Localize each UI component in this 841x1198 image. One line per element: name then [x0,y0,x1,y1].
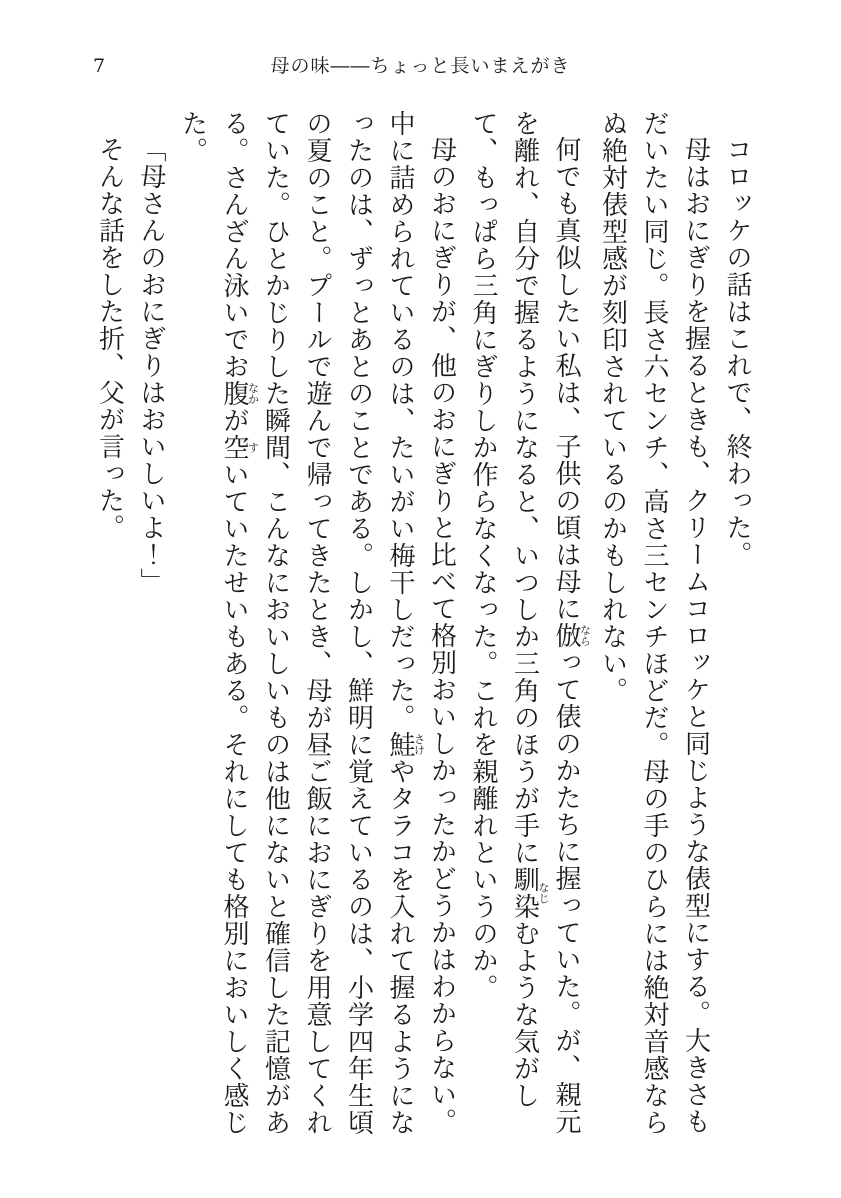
furigana-ruby: 鮭さけ [385,731,426,758]
paragraph: 「母さんのおにぎりはおいしいよ！」 [136,136,166,595]
paragraph: そんな話をした折、父が言った。 [94,136,125,541]
page-number: 7 [93,55,106,77]
furigana-text: さけ [412,731,426,758]
paragraph: 何でも真似したい私は、子供の頃は母に倣ならって俵のかたちに握っていた。が、親元を離れ、自分で握るようになると、いつしか三角のほうが手に馴染なじむような気がして、もっぱら三角にぎりしか作らなくなった。これを親離れというのか。 [468,110,592,1135]
furigana-ruby: 腹なか [219,380,260,407]
furigana-text: す [246,434,260,461]
paragraph: コロッケの話はこれで、終わった。 [722,136,752,568]
furigana-ruby: 倣なら [551,622,592,649]
furigana-ruby: 空す [219,434,260,461]
furigana-ruby: 馴染なじ [509,866,550,920]
furigana-text: なじ [537,866,550,920]
running-head: 母の味――ちょっと長いまえがき [270,55,571,77]
body-text [88,110,757,1140]
paragraph: 母のおにぎりが、他のおにぎりと比べて格別おいしかったかどうかはわからない。中に詰められているのは、たいがい梅干しだった。鮭さけやタラコを入れて握るようになったのは、ずっとあとのことである。しかし、鮮明に覚えているのは、小学四年生頃の夏のこと。プールで遊んで帰ってきたとき、母が昼ご飯におにぎりを用意してくれていた。ひとかじりした瞬間、こんなにおいしいものは他にないと確信した記憶がある。さんざん泳いでお腹なかが空すいていたせいもある。それにしても格別においしく感じた。 [177,110,457,1136]
furigana-text: なか [246,380,260,407]
paragraph: 母はおにぎりを握るときも、クリームコロッケと同じような俵型にする。大きさもだいたい同じ。長さ六センチ、高さ三センチほどだ。母の手のひらには絶対音感ならぬ絶対俵型感が刻印されているのかもしれない。 [597,110,711,1136]
furigana-text: なら [578,622,592,649]
